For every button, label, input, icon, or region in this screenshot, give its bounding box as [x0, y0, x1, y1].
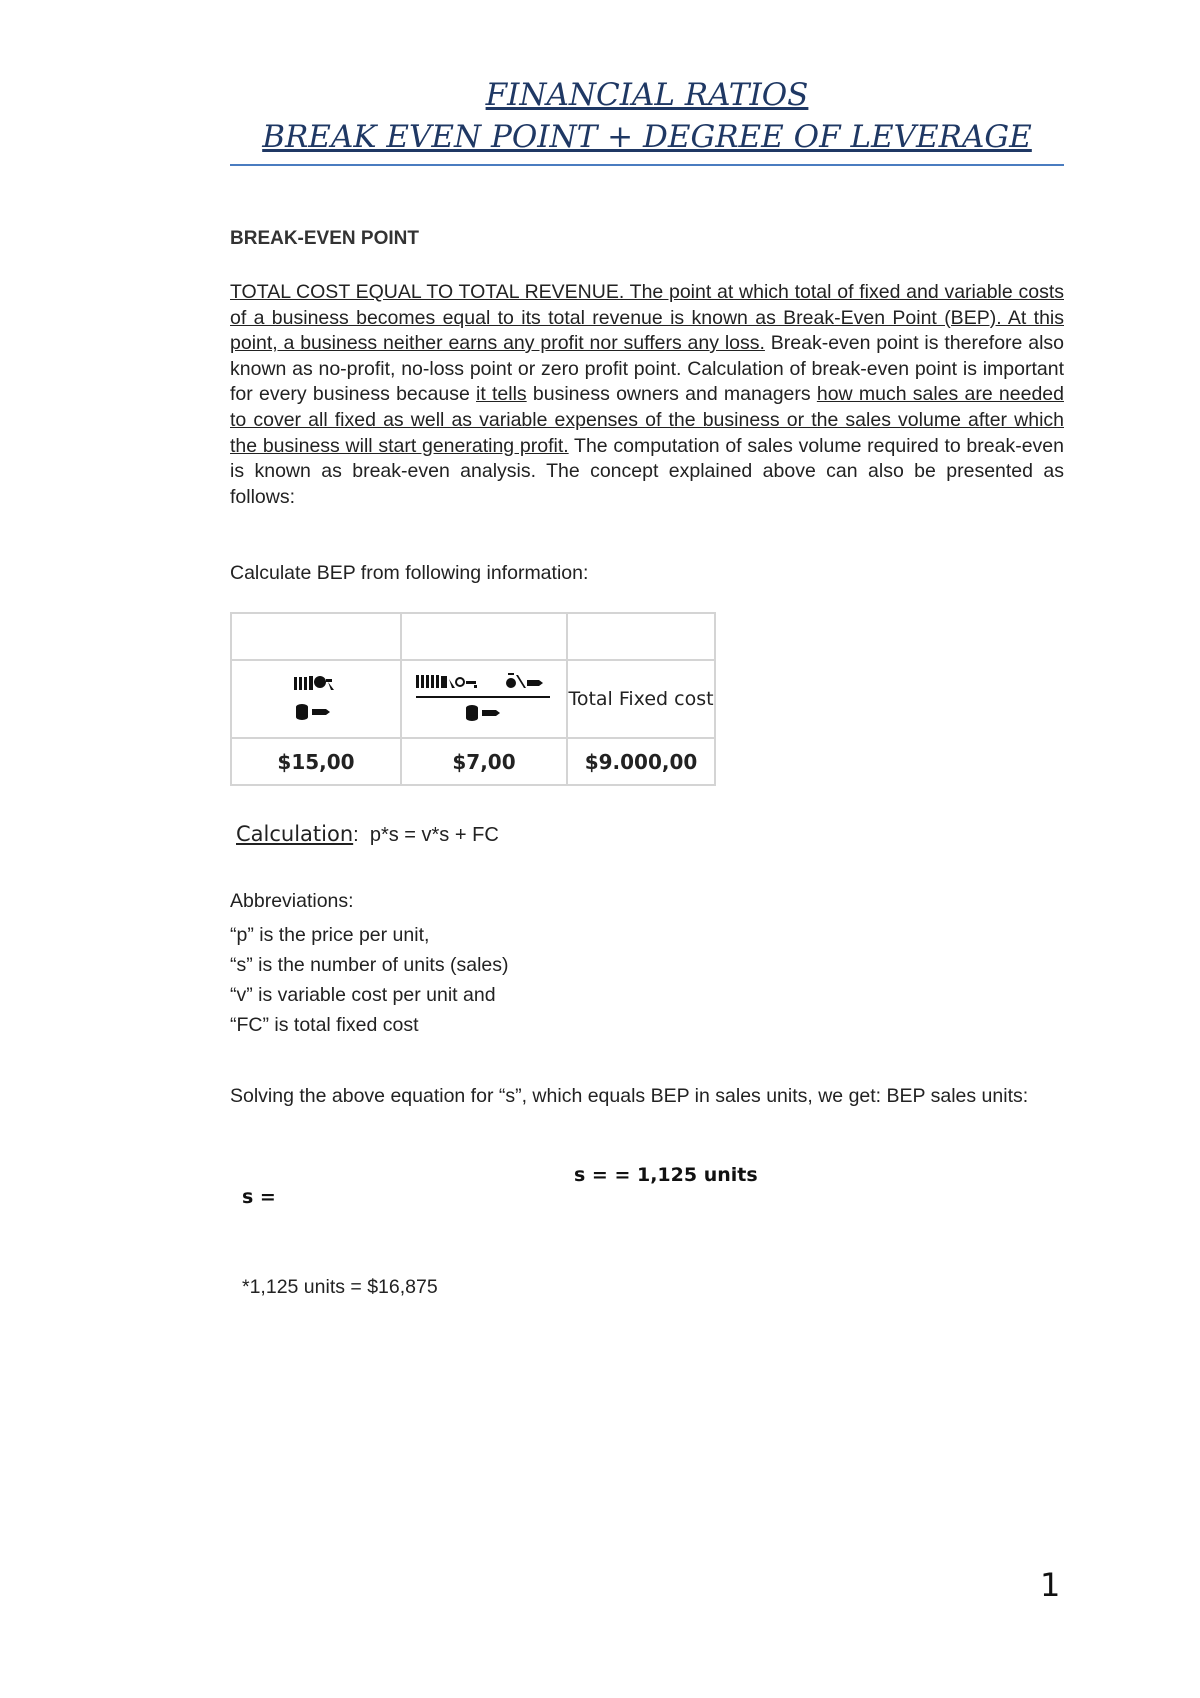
section-heading: BREAK-EVEN POINT: [230, 228, 419, 249]
total-fixed-cost-label: Total Fixed cost: [568, 688, 714, 710]
garbled-text-icon: [290, 667, 342, 723]
variable-cost-garbled-label: [401, 660, 567, 738]
calculation-line: [236, 822, 499, 847]
price-per-unit-garbled-label: [231, 660, 401, 738]
para-text-2: Break-even point is therefore also known as no-profit, no-loss point or zero profit point. Calculation of break-even point is important for every business because: [230, 332, 1064, 406]
abbreviations-heading: Abbreviations:: [230, 890, 354, 912]
equation-result: s = = 1,125 units: [574, 1164, 758, 1186]
abbreviation-item: “s” is the number of units (sales): [230, 954, 509, 976]
equation-left: s =: [242, 1186, 276, 1208]
garbled-fraction-icon: [414, 667, 554, 727]
intro-paragraph: [230, 280, 1064, 510]
document-title-line2: BREAK EVEN POINT + DEGREE OF LEVERAGE: [262, 119, 1032, 155]
abbreviation-item: “p” is the price per unit,: [230, 924, 430, 946]
table-row: [231, 660, 715, 738]
fixed-cost-value: $9.000,00: [567, 738, 715, 785]
para-underlined-5: how much sales are needed to cover all fixed as well as variable expenses of the business or the sales volume after which the business will start generating profit.: [230, 383, 1064, 457]
calculation-colon: :: [353, 824, 370, 846]
title-divider: [230, 164, 1064, 166]
table-cell-empty: [567, 613, 715, 660]
para-underlined-1: TOTAL COST EQUAL TO TOTAL REVENUE. The point at which total of fixed and variable costs of a business becomes equal to its total revenue is known as Break-Even Point (BEP). At this point, a business neither earns any profit nor suffers any loss.: [230, 281, 1064, 355]
price-value: $15,00: [231, 738, 401, 785]
page-number: 1: [1040, 1566, 1061, 1604]
calculation-label: Calculation: [236, 822, 354, 846]
table-row: [231, 738, 715, 785]
table-cell-empty: [231, 613, 401, 660]
solving-paragraph: Solving the above equation for “s”, which equals BEP in sales units, we get: BEP sales units:: [230, 1085, 1029, 1107]
table-row: [231, 613, 715, 660]
para-text-6: The computation of sales volume required to break-even is known as break-even analysis. The concept explained above can also be presented as follows:: [230, 434, 1064, 508]
table-cell-empty: [401, 613, 567, 660]
garbled-glyph-image: [232, 667, 400, 731]
result-line: *1,125 units = $16,875: [242, 1276, 438, 1298]
calculation-formula: p*s = v*s + FC: [369, 824, 499, 846]
calc-intro: Calculate BEP from following information:: [230, 562, 589, 584]
para-underlined-3: it tells: [476, 383, 527, 406]
abbreviation-item: “v” is variable cost per unit and: [230, 984, 496, 1006]
variable-cost-value: $7,00: [401, 738, 567, 785]
bep-data-table: [230, 612, 716, 786]
para-text-4: business owners and managers: [526, 383, 817, 406]
abbreviation-item: “FC” is total fixed cost: [230, 1014, 419, 1036]
total-fixed-cost-header: [567, 660, 715, 738]
document-title-line1: FINANCIAL RATIOS: [485, 77, 809, 113]
